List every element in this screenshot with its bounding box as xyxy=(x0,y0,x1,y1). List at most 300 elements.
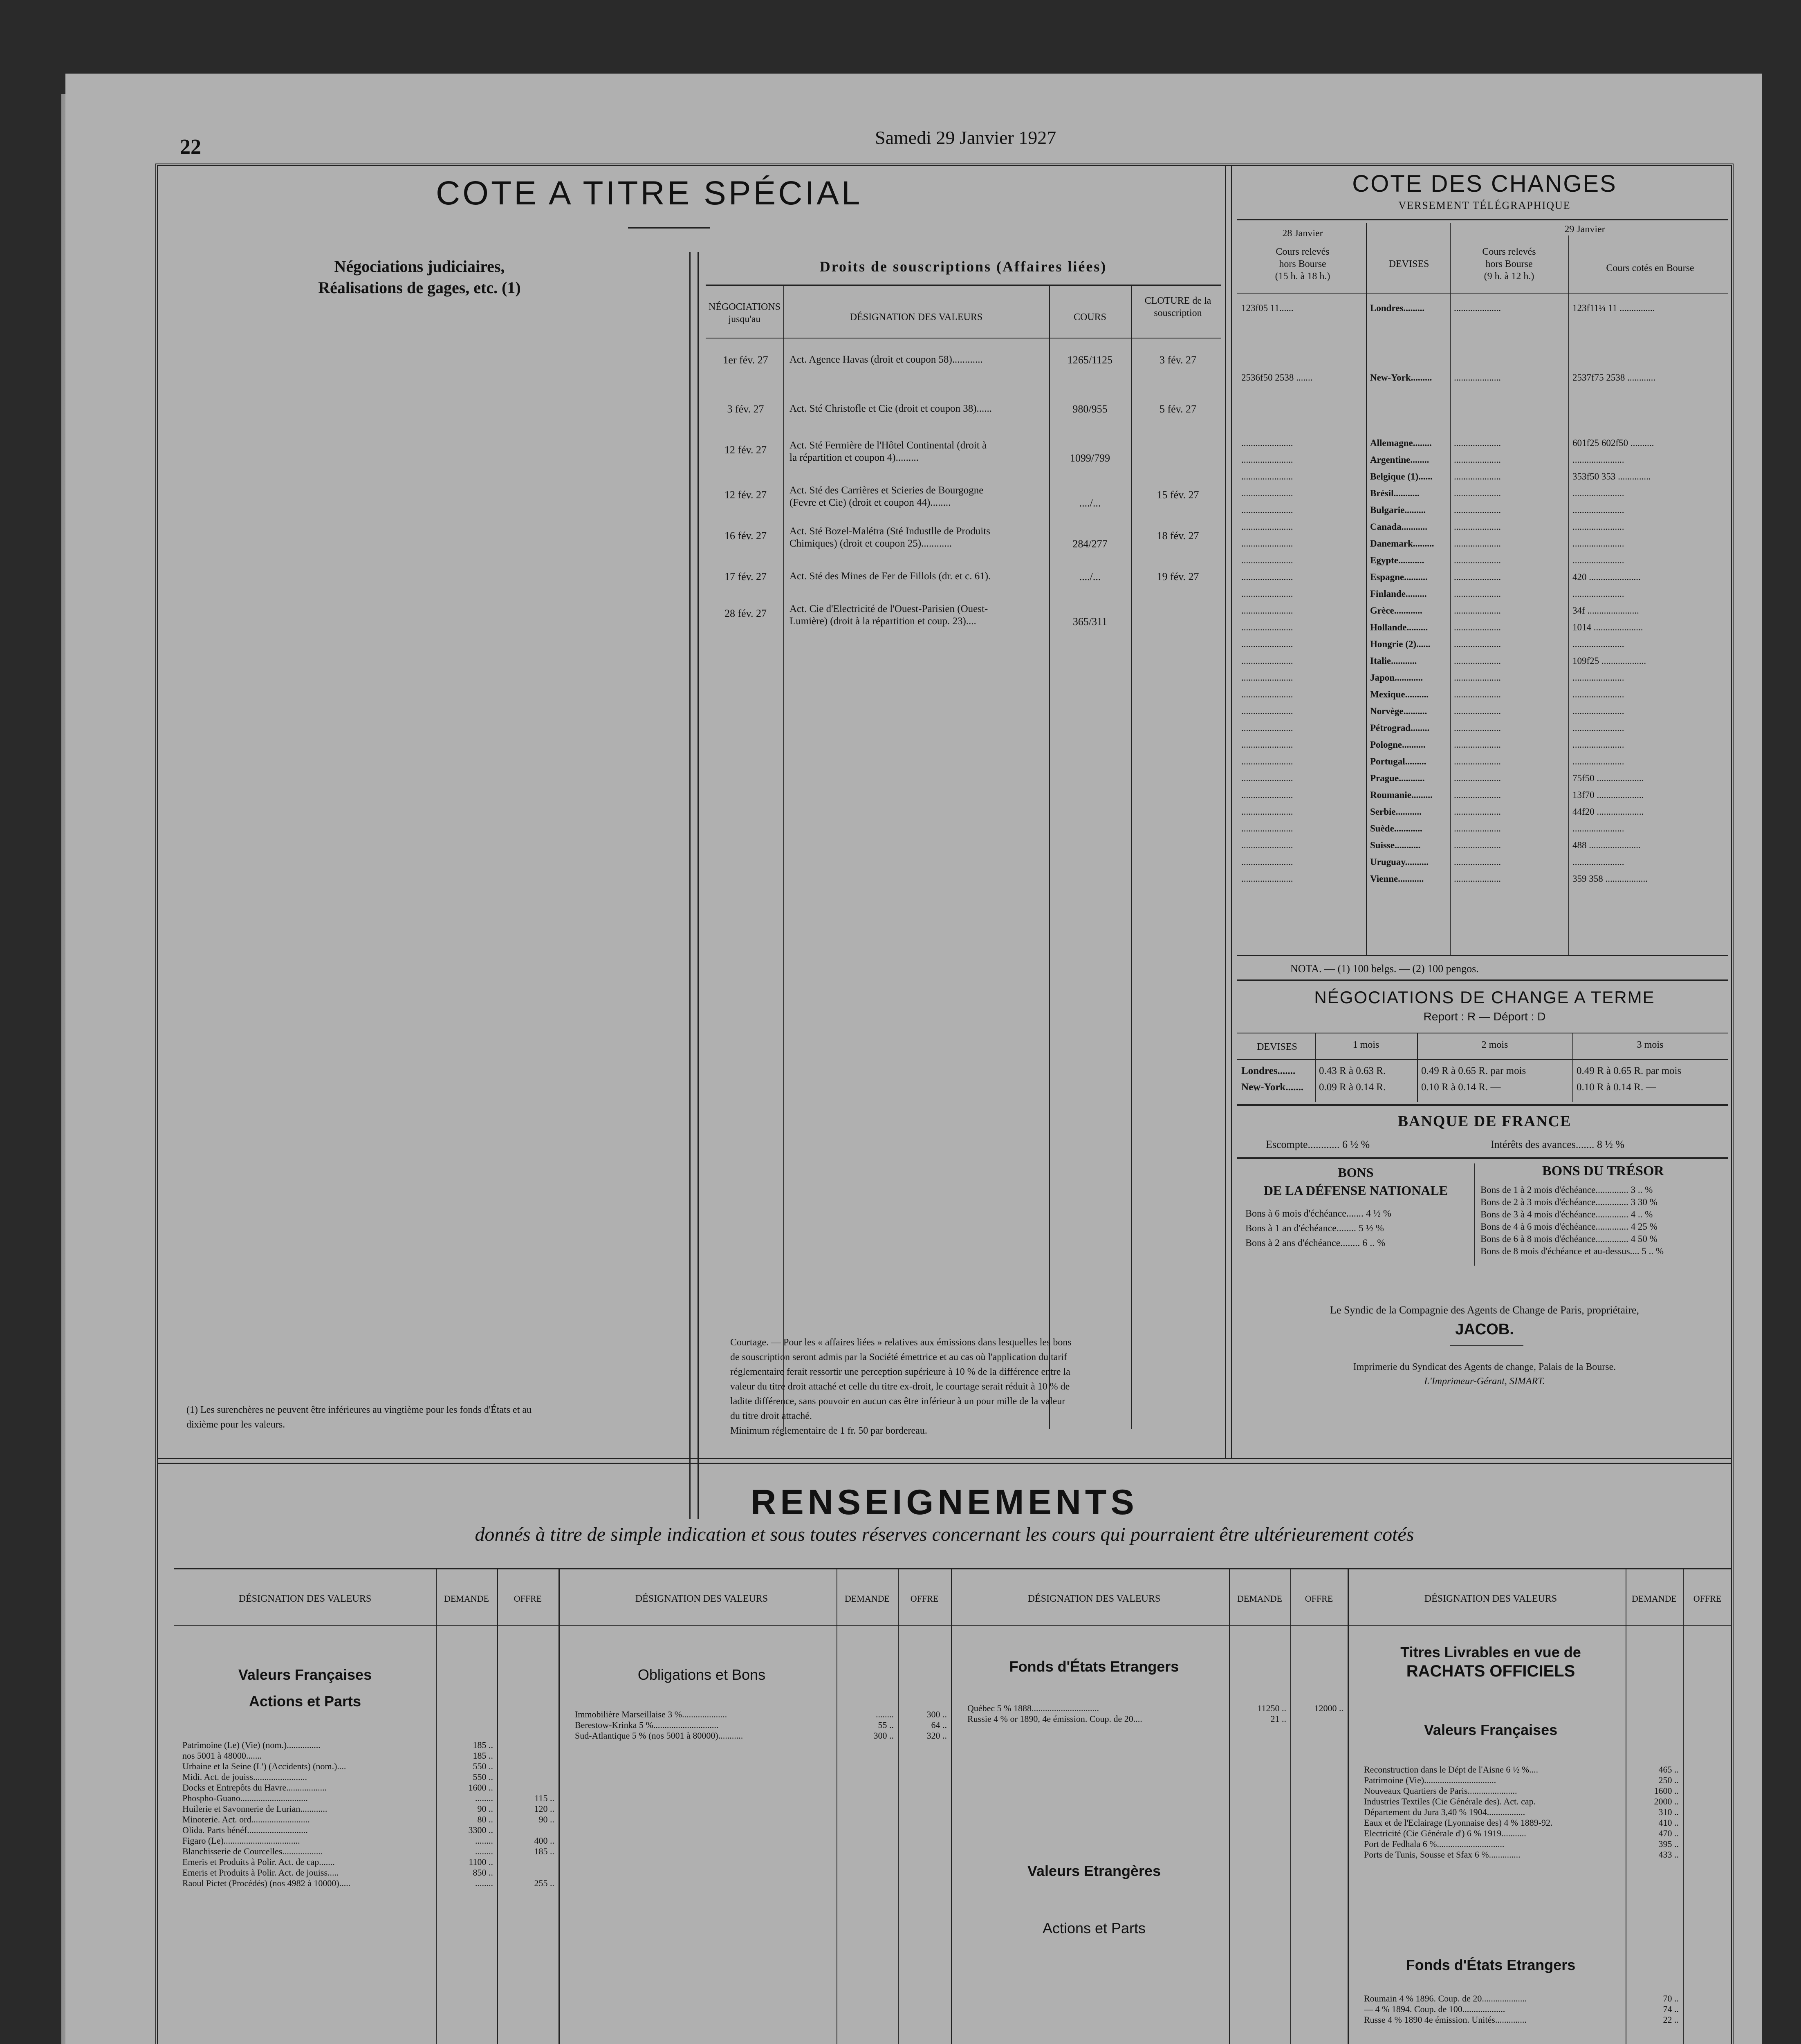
ren-col-designation: DÉSIGNATION DES VALEURS xyxy=(635,1594,768,1604)
ren-row-demande: ........ xyxy=(876,1709,894,1719)
droits-designation: Act. Sté Fermière de l'Hôtel Continental (droit à xyxy=(789,440,987,451)
change-bourse: 353f50 353 .............. xyxy=(1572,471,1651,482)
title-rule xyxy=(628,227,710,229)
change-bourse: 488 ...................... xyxy=(1572,840,1641,850)
changes-col-line-2 xyxy=(1450,223,1451,955)
droits-col-2 xyxy=(1049,285,1050,1429)
courtage-line: réglementaire ferait ressortir une perception supérieure à 10 % de la différence entre la xyxy=(730,1367,1070,1377)
col-hors-line-1: Cours relevés xyxy=(1482,247,1536,257)
ren-row-demande: ........ xyxy=(475,1878,493,1888)
ren-heading: Obligations et Bons xyxy=(637,1666,766,1683)
ren-row-offre: 120 .. xyxy=(534,1804,554,1814)
ren-row-name: Docks et Entrepôts du Havre.................. xyxy=(182,1782,327,1793)
change-bourse: ...................... xyxy=(1572,455,1624,465)
droits-designation: Chimiques) (droit et coupon 25)............ xyxy=(789,538,952,549)
ren-row-demande: 90 .. xyxy=(477,1804,493,1814)
change-bourse: 1014 ..................... xyxy=(1572,622,1643,632)
change-hors: .................... xyxy=(1454,622,1501,632)
terme-col-1 xyxy=(1315,1033,1316,1102)
change-prev: ...................... xyxy=(1241,622,1293,632)
change-bourse: ...................... xyxy=(1572,555,1624,565)
ren-row-demande: 11250 .. xyxy=(1257,1703,1286,1713)
ren-col-demande: DEMANDE xyxy=(1237,1594,1282,1604)
bons-tresor-row: Bons de 1 à 2 mois d'échéance.............. 3 .. % xyxy=(1480,1185,1653,1195)
droits-date: 12 fév. 27 xyxy=(724,489,767,501)
ren-row-name: Phospho-Guano.............................. xyxy=(182,1793,308,1803)
left-heading-line-2: Réalisations de gages, etc. (1) xyxy=(318,278,521,297)
terme-title: NÉGOCIATIONS DE CHANGE A TERME xyxy=(1314,988,1655,1007)
change-hors: .................... xyxy=(1454,505,1501,515)
change-devise: Prague........... xyxy=(1370,773,1425,783)
change-prev: ...................... xyxy=(1241,455,1293,465)
ren-row-offre: 90 .. xyxy=(538,1814,554,1824)
change-bourse: ...................... xyxy=(1572,505,1624,515)
ren-rule-top xyxy=(174,1568,1731,1569)
ren-row-demande: 550 .. xyxy=(473,1772,493,1782)
main-frame xyxy=(155,164,1734,2044)
ren-col-line xyxy=(558,1568,560,2044)
change-devise: Londres......... xyxy=(1370,303,1425,313)
change-bourse: 2537f75 2538 ............ xyxy=(1572,372,1656,383)
ren-row-name: Midi. Act. de jouiss........................ xyxy=(182,1772,307,1782)
ren-col-designation: DÉSIGNATION DES VALEURS xyxy=(1424,1594,1557,1604)
changes-subtitle: VERSEMENT TÉLÉGRAPHIQUE xyxy=(1398,199,1571,211)
ren-row-offre: 320 .. xyxy=(926,1730,947,1741)
ren-row-demande: 470 .. xyxy=(1658,1828,1679,1838)
droits-cours: 1099/799 xyxy=(1070,452,1110,464)
bons-defense-title-1: BONS xyxy=(1338,1165,1374,1180)
change-hors: .................... xyxy=(1454,840,1501,850)
change-prev: ...................... xyxy=(1241,790,1293,800)
ren-heading: Fonds d'États Etrangers xyxy=(1406,1957,1576,1973)
ren-row-demande: 185 .. xyxy=(473,1750,493,1761)
droits-date: 1er fév. 27 xyxy=(723,354,768,366)
change-bourse: 601f25 602f50 .......... xyxy=(1572,438,1654,448)
ren-row-demande: 433 .. xyxy=(1658,1849,1679,1860)
droits-date: 17 fév. 27 xyxy=(724,571,767,583)
ren-row-demande: 1600 .. xyxy=(468,1782,493,1793)
change-devise: Finlande......... xyxy=(1370,589,1427,599)
left-heading-line-1: Négociations judiciaires, xyxy=(334,257,505,276)
top-section-bottom-2 xyxy=(158,1463,1731,1464)
ren-row-demande: ........ xyxy=(475,1836,493,1846)
changes-rule-4 xyxy=(1237,979,1728,981)
droits-cours: 284/277 xyxy=(1072,538,1108,550)
changes-col-line-1 xyxy=(1366,223,1367,955)
ren-row-name: — 4 % 1894. Coup. de 100................... xyxy=(1364,2004,1505,2014)
bons-defense-rows xyxy=(1245,1206,1391,1251)
courtage-line: du titre droit attaché. xyxy=(730,1411,812,1421)
ren-row-demande: 22 .. xyxy=(1663,2015,1679,2025)
change-bourse: ...................... xyxy=(1572,823,1624,834)
change-prev: ...................... xyxy=(1241,756,1293,766)
terme-2m: 0.49 R à 0.65 R. par mois xyxy=(1421,1065,1526,1076)
ren-heading: Actions et Parts xyxy=(249,1693,361,1710)
divider-left-2 xyxy=(698,252,699,1519)
changes-title: COTE DES CHANGES xyxy=(1352,170,1617,197)
change-hors: .................... xyxy=(1454,303,1501,313)
ren-row-offre: 185 .. xyxy=(534,1846,554,1856)
change-hors: .................... xyxy=(1454,488,1501,498)
change-devise: Serbie........... xyxy=(1370,807,1422,817)
change-hors: .................... xyxy=(1454,689,1501,699)
bons-defense-row: Bons à 1 an d'échéance........ 5 ½ % xyxy=(1245,1223,1384,1234)
change-hors: .................... xyxy=(1454,723,1501,733)
terme-col-2m: 2 mois xyxy=(1481,1040,1508,1050)
droits-designation: Lumière) (droit à la répartition et coup. 23).... xyxy=(789,616,976,627)
change-bourse: ...................... xyxy=(1572,857,1624,867)
ren-row-demande: 1100 .. xyxy=(469,1857,493,1867)
courtage-note xyxy=(730,1335,1072,1438)
changes-date-right: 29 Janvier xyxy=(1564,224,1605,235)
changes-rule-1 xyxy=(1237,219,1728,220)
bons-defense-row: Bons à 6 mois d'échéance....... 4 ½ % xyxy=(1245,1208,1391,1219)
page-header xyxy=(106,127,1742,164)
bons-defense-title xyxy=(1241,1163,1470,1199)
change-prev: ...................... xyxy=(1241,488,1293,498)
change-prev: ...................... xyxy=(1241,572,1293,582)
ren-row-name: Québec 5 % 1888.............................. xyxy=(967,1703,1099,1713)
droits-designation: Act. Sté des Carrières et Scieries de Bourgogne xyxy=(789,485,984,496)
change-prev: ...................... xyxy=(1241,740,1293,750)
ren-row-name: nos 5001 à 48000....... xyxy=(182,1750,262,1761)
syndic-imprimerie: Imprimerie du Syndicat des Agents de change, Palais de la Bourse. xyxy=(1353,1362,1616,1372)
change-hors: .................... xyxy=(1454,572,1501,582)
cote-titre-title: COTE A TITRE SPÉCIAL xyxy=(436,175,863,212)
bons-tresor-row: Bons de 3 à 4 mois d'échéance.............. 4 .. % xyxy=(1480,1209,1653,1219)
banque-avances: Intérêts des avances....... 8 ½ % xyxy=(1491,1139,1625,1150)
droits-col-3 xyxy=(1131,285,1132,1429)
ren-row-name: Immobilière Marseillaise 3 %.................... xyxy=(575,1709,727,1719)
change-devise: New-York......... xyxy=(1370,372,1432,383)
change-hors: .................... xyxy=(1454,773,1501,783)
change-prev: ...................... xyxy=(1241,689,1293,699)
change-prev: ...................... xyxy=(1241,823,1293,834)
droits-date: 28 fév. 27 xyxy=(724,607,767,619)
change-devise: Grèce............ xyxy=(1370,605,1422,616)
ren-row-demande: 70 .. xyxy=(1663,1993,1679,2004)
change-devise: Portugal......... xyxy=(1370,756,1426,766)
courtage-line: Minimum réglementaire de 1 fr. 50 par bordereau. xyxy=(730,1425,927,1436)
change-prev: ...................... xyxy=(1241,672,1293,683)
change-bourse: 13f70 .................... xyxy=(1572,790,1644,800)
change-prev: ...................... xyxy=(1241,522,1293,532)
bons-defense-title-2: DE LA DÉFENSE NATIONALE xyxy=(1263,1183,1448,1198)
change-devise: Roumanie......... xyxy=(1370,790,1433,800)
ren-col-line xyxy=(1348,1568,1349,2044)
droits-cloture: 18 fév. 27 xyxy=(1157,530,1199,542)
ren-col-demande: DEMANDE xyxy=(444,1594,489,1604)
ren-row-demande: 310 .. xyxy=(1658,1807,1679,1817)
ren-row-name: Département du Jura 3,40 % 1904................. xyxy=(1364,1807,1525,1817)
change-bourse: ...................... xyxy=(1572,522,1624,532)
change-hors: .................... xyxy=(1454,823,1501,834)
ren-row-demande: 55 .. xyxy=(878,1720,894,1730)
change-hors: .................... xyxy=(1454,756,1501,766)
change-prev: 2536f50 2538 ....... xyxy=(1241,372,1313,383)
ren-heading: Valeurs Etrangères xyxy=(1027,1862,1161,1879)
change-bourse: ...................... xyxy=(1572,706,1624,716)
ren-heading: Valeurs Françaises xyxy=(1424,1721,1558,1738)
change-hors: .................... xyxy=(1454,857,1501,867)
droits-cloture: 19 fév. 27 xyxy=(1157,571,1199,583)
terme-devise: Londres....... xyxy=(1241,1065,1296,1076)
changes-nota: NOTA. — (1) 100 belgs. — (2) 100 pengos. xyxy=(1290,963,1479,975)
ren-row-name: Ports de Tunis, Sousse et Sfax 6 %.............. xyxy=(1364,1849,1521,1860)
change-bourse: 109f25 ................... xyxy=(1572,656,1646,666)
change-prev: ...................... xyxy=(1241,874,1293,884)
renseignements-title: RENSEIGNEMENTS xyxy=(751,1483,1138,1522)
ren-col-line xyxy=(898,1568,899,2044)
ren-row-demande: 2000 .. xyxy=(1654,1796,1679,1806)
ren-row-demande: 410 .. xyxy=(1658,1818,1679,1828)
col-prev-line-3: (15 h. à 18 h.) xyxy=(1275,271,1330,282)
droits-designation: Act. Sté des Mines de Fer de Fillols (dr. et c. 61). xyxy=(789,571,991,582)
change-devise: Pologne.......... xyxy=(1370,740,1426,750)
change-devise: Hongrie (2)...... xyxy=(1370,639,1431,649)
change-hors: .................... xyxy=(1454,874,1501,884)
left-heading xyxy=(215,256,624,298)
droits-designation: Act. Cie d'Electricité de l'Ouest-Parisien (Ouest- xyxy=(789,603,988,614)
footnote xyxy=(186,1403,532,1432)
change-prev: ...................... xyxy=(1241,723,1293,733)
change-devise: Argentine........ xyxy=(1370,455,1429,465)
ren-heading: RACHATS OFFICIELS xyxy=(1406,1662,1575,1680)
change-hors: .................... xyxy=(1454,672,1501,683)
ren-row-name: Blanchisserie de Courcelles.................. xyxy=(182,1846,323,1856)
ren-col-line xyxy=(1290,1568,1291,2044)
change-bourse: ...................... xyxy=(1572,740,1624,750)
banque-title: BANQUE DE FRANCE xyxy=(1397,1113,1572,1130)
bons-tresor-row: Bons de 8 mois d'échéance et au-dessus.... 5 .. % xyxy=(1480,1246,1664,1256)
col-cloture: CLOTURE de la souscription xyxy=(1144,296,1211,318)
droits-cloture: 15 fév. 27 xyxy=(1157,489,1199,501)
ren-col-offre: OFFRE xyxy=(1693,1594,1722,1604)
ren-row-name: Sud-Atlantique 5 % (nos 5001 à 80000)........... xyxy=(575,1730,743,1741)
ren-col-line xyxy=(1229,1568,1230,2044)
ren-row-name: Berestow-Krinka 5 %............................. xyxy=(575,1720,719,1730)
change-bourse: 34f ...................... xyxy=(1572,605,1639,616)
change-hors: .................... xyxy=(1454,639,1501,649)
ren-row-name: Electricité (Cie Générale d') 6 % 1919........... xyxy=(1364,1828,1526,1838)
divider-right-2 xyxy=(1231,166,1232,1458)
change-hors: .................... xyxy=(1454,455,1501,465)
ren-row-demande: 185 .. xyxy=(473,1740,493,1750)
ren-row-name: Minoterie. Act. ord.......................... xyxy=(182,1814,310,1824)
droits-designation: Act. Sté Bozel-Malétra (Sté Industlle de Produits xyxy=(789,526,990,537)
ren-row-demande: 550 .. xyxy=(473,1761,493,1771)
terme-subtitle: Report : R — Déport : D xyxy=(1423,1010,1546,1023)
change-prev: ...................... xyxy=(1241,807,1293,817)
ren-col-line xyxy=(1683,1568,1684,2044)
terme-col-devises: DEVISES xyxy=(1257,1042,1297,1052)
ren-col-demande: DEMANDE xyxy=(845,1594,890,1604)
droits-date: 3 fév. 27 xyxy=(727,403,764,415)
changes-col-devises: DEVISES xyxy=(1388,259,1429,269)
ren-row-name: Patrimoine (Le) (Vie) (nom.)............... xyxy=(182,1740,321,1750)
change-bourse: 44f20 .................... xyxy=(1572,807,1644,817)
droits-cours: 980/955 xyxy=(1072,403,1108,415)
change-devise: Canada........... xyxy=(1370,522,1427,532)
terme-col-3m: 3 mois xyxy=(1637,1040,1664,1050)
terme-rule-2 xyxy=(1237,1059,1728,1060)
change-hors: .................... xyxy=(1454,555,1501,565)
change-hors: .................... xyxy=(1454,372,1501,383)
page-date: Samedi 29 Janvier 1927 xyxy=(875,127,1056,148)
banque-escompte: Escompte............ 6 ½ % xyxy=(1266,1139,1370,1150)
ren-row-offre: 115 .. xyxy=(534,1793,554,1803)
ren-row-name: Olida. Parts bénéf........................... xyxy=(182,1825,308,1835)
change-prev: ...................... xyxy=(1241,471,1293,482)
change-devise: Egypte........... xyxy=(1370,555,1424,565)
change-bourse: ...................... xyxy=(1572,689,1624,699)
change-hors: .................... xyxy=(1454,656,1501,666)
change-bourse: 75f50 .................... xyxy=(1572,773,1644,783)
terme-1m: 0.09 R à 0.14 R. xyxy=(1319,1082,1386,1093)
changes-rule-3 xyxy=(1237,955,1728,956)
change-prev: ...................... xyxy=(1241,589,1293,599)
ren-row-name: Eaux et de l'Eclairage (Lyonnaise des) 4 % 1889-92. xyxy=(1364,1818,1553,1828)
change-prev: ...................... xyxy=(1241,605,1293,616)
change-bourse: ...................... xyxy=(1572,723,1624,733)
ren-row-name: Emeris et Produits à Polir. Act. de jouiss..... xyxy=(182,1867,339,1878)
col-prev-line-2: hors Bourse xyxy=(1279,259,1326,269)
ren-row-name: Urbaine et la Seine (L') (Accidents) (nom.).... xyxy=(182,1761,346,1771)
bons-tresor-row: Bons de 4 à 6 mois d'échéance.............. 4 25 % xyxy=(1480,1221,1657,1232)
banque-rule xyxy=(1237,1157,1728,1159)
change-devise: Vienne........... xyxy=(1370,874,1424,884)
ren-row-demande: 465 .. xyxy=(1658,1764,1679,1775)
top-section-bottom xyxy=(158,1458,1731,1459)
ren-heading: Valeurs Françaises xyxy=(238,1666,372,1683)
col-designation: DÉSIGNATION DES VALEURS xyxy=(850,312,983,323)
change-hors: .................... xyxy=(1454,538,1501,549)
renseignements-subtitle: donnés à titre de simple indication et sous toutes réserves concernant les cours qui pourraient être ultérieurement cotés xyxy=(475,1524,1414,1545)
change-prev: ...................... xyxy=(1241,840,1293,850)
terme-2m: 0.10 R à 0.14 R. — xyxy=(1421,1082,1501,1093)
change-hors: .................... xyxy=(1454,438,1501,448)
droits-designation: (Fevre et Cie) (droit et coupon 44)........ xyxy=(789,497,951,508)
ren-col-demande: DEMANDE xyxy=(1632,1594,1677,1604)
courtage-line: valeur du titre droit attaché et celle du titre ex-droit, le courtage serait réduit à 10 % de xyxy=(730,1381,1070,1392)
change-bourse: ...................... xyxy=(1572,756,1624,766)
bons-tresor-rows xyxy=(1480,1184,1664,1257)
change-devise: Danemark......... xyxy=(1370,538,1434,549)
ren-row-demande: 395 .. xyxy=(1658,1839,1679,1849)
syndic-line: Le Syndic de la Compagnie des Agents de Change de Paris, propriétaire, xyxy=(1330,1304,1639,1316)
changes-date-left: 28 Janvier xyxy=(1282,228,1323,239)
changes-col-hors xyxy=(1452,246,1566,282)
change-bourse: 420 ...................... xyxy=(1572,572,1641,582)
bons-tresor-row: Bons de 2 à 3 mois d'échéance.............. 3 30 % xyxy=(1480,1197,1657,1207)
ren-row-name: Raoul Pictet (Procédés) (nos 4982 à 10000)..... xyxy=(182,1878,351,1888)
terme-1m: 0.43 R à 0.63 R. xyxy=(1319,1065,1386,1076)
change-devise: Brésil........... xyxy=(1370,488,1420,498)
footnote-line-1: (1) Les surenchères ne peuvent être inférieures au vingtième pour les fonds d'États et au xyxy=(186,1405,532,1415)
ren-col-designation: DÉSIGNATION DES VALEURS xyxy=(1027,1594,1161,1604)
change-bourse: ...................... xyxy=(1572,672,1624,683)
bons-tresor-row: Bons de 6 à 8 mois d'échéance.............. 4 50 % xyxy=(1480,1234,1657,1244)
change-devise: Allemagne........ xyxy=(1370,438,1432,448)
courtage-line: ladite différence, sans pouvoir en aucun cas être inférieur à un pour mille de la valeur xyxy=(730,1396,1065,1407)
ren-col-line xyxy=(951,1568,952,2044)
ren-row-name: Reconstruction dans le Dépt de l'Aisne 6 ½ %.... xyxy=(1364,1764,1539,1775)
droits-cours: ..../... xyxy=(1079,497,1101,509)
terme-col-1m: 1 mois xyxy=(1352,1040,1379,1050)
change-prev: ...................... xyxy=(1241,505,1293,515)
ren-col-offre: OFFRE xyxy=(1305,1594,1333,1604)
change-prev: 123f05 11...... xyxy=(1241,303,1294,313)
change-bourse: 123f11¼ 11 ............... xyxy=(1572,303,1655,313)
ren-row-offre: 12000 .. xyxy=(1314,1703,1343,1713)
ren-row-name: Huilerie et Savonnerie de Lurian............ xyxy=(182,1804,327,1814)
ren-row-name: Roumain 4 % 1896. Coup. de 20.................... xyxy=(1364,1993,1527,2004)
col-hors-line-2: hors Bourse xyxy=(1485,259,1533,269)
ren-row-demande: ........ xyxy=(475,1793,493,1803)
change-devise: Uruguay.......... xyxy=(1370,857,1429,867)
droits-designation: Act. Agence Havas (droit et coupon 58)............ xyxy=(789,354,983,365)
ren-row-demande: 250 .. xyxy=(1658,1775,1679,1785)
footnote-line-2: dixième pour les valeurs. xyxy=(186,1419,285,1430)
ren-row-name: Industries Textiles (Cie Générale des). Act. cap. xyxy=(1364,1796,1536,1806)
droits-date: 12 fév. 27 xyxy=(724,444,767,456)
col-cours: COURS xyxy=(1073,312,1107,323)
change-devise: Pétrograd........ xyxy=(1370,723,1430,733)
ren-row-name: Russie 4 % or 1890, 4e émission. Coup. de 20.... xyxy=(967,1714,1142,1724)
ren-row-demande: 300 .. xyxy=(873,1730,894,1741)
divider-right xyxy=(1225,166,1226,1458)
ren-row-name: Emeris et Produits à Polir. Act. de cap....... xyxy=(182,1857,335,1867)
change-devise: Espagne.......... xyxy=(1370,572,1428,582)
droits-heading: Droits de souscriptions (Affaires liées) xyxy=(819,258,1107,275)
change-prev: ...................... xyxy=(1241,773,1293,783)
droits-cloture: 3 fév. 27 xyxy=(1159,354,1196,366)
ren-row-demande: 74 .. xyxy=(1663,2004,1679,2014)
change-prev: ...................... xyxy=(1241,438,1293,448)
divider-left xyxy=(689,252,691,1519)
changes-rule-2 xyxy=(1237,293,1728,294)
terme-3m: 0.49 R à 0.65 R. par mois xyxy=(1577,1065,1682,1076)
change-hors: .................... xyxy=(1454,605,1501,616)
ren-row-name: Russe 4 % 1890 4e émission. Unités.............. xyxy=(1364,2015,1527,2025)
ren-rule-header xyxy=(174,1625,1731,1626)
syndic-rule xyxy=(1450,1345,1523,1346)
change-devise: Japon............ xyxy=(1370,672,1423,683)
ren-row-demande: 21 .. xyxy=(1270,1714,1286,1724)
ren-row-demande: ........ xyxy=(475,1846,493,1856)
courtage-line: Courtage. — Pour les « affaires liées » relatives aux émissions dans lesquelles les bons xyxy=(730,1337,1072,1348)
ren-heading: Titres Livrables en vue de xyxy=(1400,1644,1581,1661)
terme-3m: 0.10 R à 0.14 R. — xyxy=(1577,1082,1656,1093)
bons-defense-row: Bons à 2 ans d'échéance........ 6 .. % xyxy=(1245,1238,1386,1248)
change-devise: Hollande......... xyxy=(1370,622,1428,632)
change-devise: Suisse........... xyxy=(1370,840,1421,850)
change-bourse: ...................... xyxy=(1572,488,1624,498)
change-devise: Italie........... xyxy=(1370,656,1417,666)
change-prev: ...................... xyxy=(1241,857,1293,867)
change-prev: ...................... xyxy=(1241,555,1293,565)
ren-row-offre: 255 .. xyxy=(534,1878,554,1888)
change-bourse: ...................... xyxy=(1572,538,1624,549)
droits-col-1 xyxy=(783,285,784,1429)
change-bourse: ...................... xyxy=(1572,639,1624,649)
ren-col-offre: OFFRE xyxy=(514,1594,542,1604)
ren-row-name: Port de Fedhala 6 %.............................. xyxy=(1364,1839,1505,1849)
syndic-gerant: L'Imprimeur-Gérant, SIMART. xyxy=(1424,1376,1545,1387)
ren-col-designation: DÉSIGNATION DES VALEURS xyxy=(238,1594,372,1604)
ren-col-offre: OFFRE xyxy=(910,1594,939,1604)
droits-top-rule xyxy=(706,285,1221,286)
